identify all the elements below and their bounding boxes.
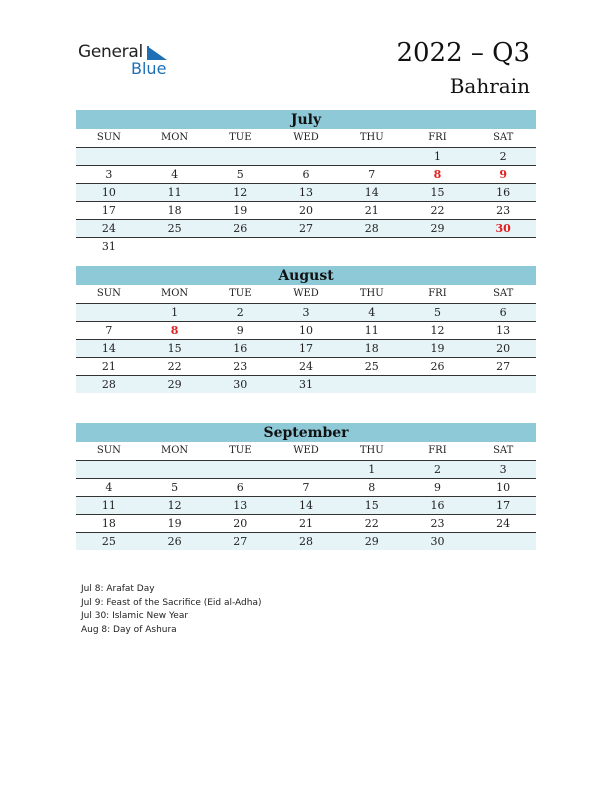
week-row	[76, 479, 536, 497]
date-cell: 7	[105, 324, 113, 337]
holiday-date-cell: 8	[433, 168, 442, 181]
weekday-label: WED	[293, 288, 319, 299]
date-cell: 17	[299, 342, 314, 355]
date-cell: 1	[368, 463, 376, 476]
date-cell: 1	[171, 306, 179, 319]
week-row	[76, 376, 536, 393]
date-cell	[207, 238, 273, 255]
date-cell: 1	[433, 150, 441, 163]
holiday-date-cell: 30	[495, 222, 511, 235]
date-cell: 27	[299, 222, 314, 235]
date-cell: 6	[236, 481, 244, 494]
week-row	[76, 166, 536, 184]
weekday-label: TUE	[229, 288, 252, 299]
date-cell: 13	[496, 324, 511, 337]
week-row	[76, 202, 536, 220]
date-cell: 4	[368, 306, 376, 319]
week-row	[76, 515, 536, 533]
date-cell: 18	[364, 342, 379, 355]
date-cell: 5	[236, 168, 244, 181]
date-cell: 27	[233, 535, 248, 548]
date-cell: 2	[236, 306, 244, 319]
week-row	[76, 322, 536, 340]
week-row	[76, 358, 536, 376]
logo-blue-text: Blue	[131, 59, 167, 78]
weekday-header-row	[76, 285, 536, 304]
weekday-label: SAT	[493, 132, 514, 143]
date-cell: 14	[364, 186, 379, 199]
week-row	[76, 461, 536, 479]
month-title: August	[76, 266, 536, 285]
date-cell: 20	[496, 342, 511, 355]
week-row	[76, 533, 536, 550]
date-cell	[207, 461, 273, 478]
date-cell: 29	[167, 378, 182, 391]
date-cell: 15	[167, 342, 182, 355]
date-cell: 15	[430, 186, 445, 199]
holiday-note: Jul 8: Arafat Day	[81, 584, 155, 594]
weekday-label: THU	[359, 132, 384, 143]
date-cell	[339, 148, 405, 165]
date-cell: 22	[430, 204, 445, 217]
weekday-label: SUN	[96, 445, 121, 456]
weekday-label: FRI	[428, 132, 447, 143]
date-cell: 13	[233, 499, 248, 512]
weekday-header-row	[76, 442, 536, 461]
date-cell: 15	[364, 499, 379, 512]
date-cell: 14	[299, 499, 314, 512]
date-cell	[470, 238, 536, 255]
weekday-label: TUE	[229, 445, 252, 456]
date-cell: 14	[101, 342, 116, 355]
logo-general-text: General	[78, 42, 143, 62]
month-title: July	[76, 110, 536, 129]
date-cell: 4	[171, 168, 179, 181]
date-cell: 23	[233, 360, 248, 373]
country-name: Bahrain	[449, 74, 530, 98]
weekday-label: MON	[160, 132, 189, 143]
date-cell: 16	[496, 186, 511, 199]
holiday-note: Jul 30: Islamic New Year	[81, 611, 189, 622]
week-row	[76, 497, 536, 515]
date-cell	[405, 376, 471, 393]
date-cell: 29	[430, 222, 445, 235]
date-cell	[76, 461, 142, 478]
date-cell: 19	[430, 342, 445, 355]
date-cell: 22	[364, 517, 379, 530]
date-cell: 25	[101, 535, 116, 548]
date-cell: 11	[364, 324, 379, 337]
date-cell: 30	[233, 378, 248, 391]
date-cell: 3	[499, 463, 507, 476]
week-row	[76, 220, 536, 238]
date-cell: 25	[364, 360, 379, 373]
date-cell: 8	[368, 481, 376, 494]
date-cell: 10	[496, 481, 511, 494]
month-title: September	[76, 423, 536, 442]
month-july	[76, 110, 536, 255]
date-cell: 21	[364, 204, 379, 217]
holiday-note: Jul 9: Feast of the Sacrifice (Eid al-Adha)	[81, 597, 262, 608]
date-cell: 23	[496, 204, 511, 217]
date-cell: 22	[167, 360, 182, 373]
week-row	[76, 184, 536, 202]
date-cell: 26	[430, 360, 445, 373]
date-cell: 17	[101, 204, 116, 217]
date-cell	[339, 376, 405, 393]
date-cell: 28	[299, 535, 314, 548]
date-cell: 9	[236, 324, 244, 337]
date-cell: 26	[167, 535, 182, 548]
date-cell: 21	[101, 360, 116, 373]
weekday-label: THU	[359, 288, 384, 299]
date-cell: 20	[233, 517, 248, 530]
date-cell	[142, 238, 208, 255]
weekday-label: FRI	[428, 288, 447, 299]
date-cell	[273, 238, 339, 255]
week-row	[76, 148, 536, 166]
week-row	[76, 238, 536, 255]
date-cell: 23	[430, 517, 445, 530]
date-cell	[207, 148, 273, 165]
date-cell: 13	[299, 186, 314, 199]
date-cell: 18	[167, 204, 182, 217]
date-cell: 28	[101, 378, 116, 391]
date-cell	[76, 304, 142, 321]
generalblue-logo	[78, 42, 178, 78]
date-cell	[142, 148, 208, 165]
date-cell	[273, 148, 339, 165]
date-cell: 19	[167, 517, 182, 530]
date-cell: 12	[233, 186, 248, 199]
date-cell: 24	[299, 360, 314, 373]
holiday-date-cell: 9	[499, 168, 507, 181]
date-cell	[76, 148, 142, 165]
week-row	[76, 340, 536, 358]
logo-flag-icon	[147, 46, 167, 60]
date-cell: 25	[167, 222, 182, 235]
month-august	[76, 266, 536, 393]
date-cell: 24	[101, 222, 116, 235]
weekday-label: SAT	[493, 288, 514, 299]
date-cell: 5	[433, 306, 441, 319]
weekday-header-row	[76, 129, 536, 148]
date-cell: 28	[364, 222, 379, 235]
weekday-label: MON	[160, 288, 189, 299]
date-cell	[470, 376, 536, 393]
date-cell: 7	[302, 481, 310, 494]
date-cell: 4	[105, 481, 113, 494]
date-cell: 10	[101, 186, 116, 199]
date-cell: 9	[433, 481, 441, 494]
date-cell	[405, 238, 471, 255]
date-cell: 3	[105, 168, 113, 181]
date-cell: 26	[233, 222, 248, 235]
date-cell: 16	[430, 499, 445, 512]
month-september	[76, 423, 536, 550]
date-cell: 10	[299, 324, 314, 337]
weekday-label: SUN	[96, 132, 121, 143]
date-cell: 11	[101, 499, 116, 512]
date-cell: 17	[496, 499, 511, 512]
date-cell: 18	[101, 517, 116, 530]
date-cell: 2	[499, 150, 507, 163]
weekday-label: SAT	[493, 445, 514, 456]
date-cell: 24	[496, 517, 511, 530]
weekday-label: SUN	[96, 288, 121, 299]
date-cell: 30	[430, 535, 445, 548]
date-cell: 16	[233, 342, 248, 355]
date-cell: 6	[499, 306, 507, 319]
date-cell	[273, 461, 339, 478]
date-cell	[142, 461, 208, 478]
date-cell: 12	[430, 324, 445, 337]
date-cell: 29	[364, 535, 379, 548]
weekday-label: WED	[293, 445, 319, 456]
date-cell: 2	[433, 463, 441, 476]
date-cell: 5	[171, 481, 179, 494]
date-cell	[339, 238, 405, 255]
date-cell: 20	[299, 204, 314, 217]
weekday-label: FRI	[428, 445, 447, 456]
weekday-label: WED	[293, 132, 319, 143]
date-cell: 12	[167, 499, 182, 512]
date-cell: 31	[299, 378, 314, 391]
date-cell: 7	[368, 168, 376, 181]
date-cell: 27	[496, 360, 511, 373]
holiday-notes	[81, 583, 262, 637]
weekday-label: MON	[160, 445, 189, 456]
weekday-label: THU	[359, 445, 384, 456]
date-cell: 3	[302, 306, 310, 319]
date-cell: 31	[101, 240, 116, 253]
date-cell	[470, 533, 536, 550]
weekday-label: TUE	[229, 132, 252, 143]
week-row	[76, 304, 536, 322]
date-cell: 11	[167, 186, 182, 199]
date-cell: 19	[233, 204, 248, 217]
page-title: 2022 – Q3	[396, 38, 530, 68]
holiday-date-cell: 8	[170, 324, 179, 337]
date-cell: 21	[299, 517, 314, 530]
date-cell: 6	[302, 168, 310, 181]
holiday-note: Aug 8: Day of Ashura	[81, 624, 177, 635]
